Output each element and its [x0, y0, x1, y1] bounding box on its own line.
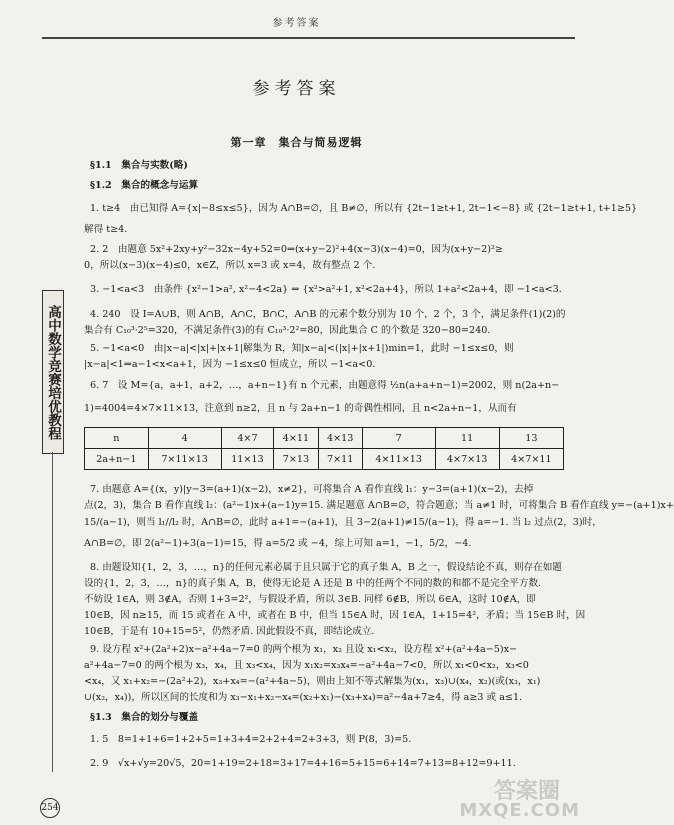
watermark — [400, 780, 580, 820]
text-line: |x−a|<1⇒a−1<x<a+1，因为 −1≤x≤0 恒成立，所以 −1<a<0. — [84, 359, 376, 370]
text-line: 6. 7 设 M={a，a+1，a+2，…，a+n−1}有 n 个元素，由题意得 ½n(a+a+n−1)=2002，则 n(2a+n− — [90, 380, 560, 391]
text-line: 不妨设 1∈A，则 3∉A，否则 1+3=2²，与假设矛盾，所以 3∈B. 同样 6∉B，所以 6∈A，这时 10∉A，即 — [84, 594, 536, 605]
watermark-en: MXQE.COM — [459, 800, 580, 821]
table-cell: 13 — [499, 428, 563, 449]
text-line: 10∈B，因 n≥15，而 15 或者在 A 中，或者在 B 中，但当 15∈A 时，因 1∈A，1+15=4²，矛盾；当 15∈B 时，因 — [84, 610, 586, 621]
text-line: 1. t≥4 由已知得 A={x|−8≤x≤5}，因为 A∩B=∅，且 B≠∅，所以有 {2t−1≥t+1, 2t−1<−8} 或 {2t−1≥t+1, t+1≥5} — [90, 203, 638, 214]
text-line: 4. 240 设 I=A∪B，则 A∩B，A∩C，B∩C，A∩B 的元素个数分别为 10 个，2 个，3 个，满足条件(1)(2)的 — [90, 309, 566, 320]
text-line: a²+4a−7=0 的两个根为 x₃，x₄，且 x₃<x₄，因为 x₁x₂=x₃x₄=−a²+4a−7<0，所以 x₁<0<x₂，x₃<0 — [84, 660, 529, 671]
page-header — [0, 0, 593, 38]
section-heading: §1.2 集合的概念与运算 — [90, 180, 199, 191]
header-rule — [42, 37, 575, 39]
text-line: 7. 由题意 A={(x，y)|y−3=(a+1)(x−2)，x≠2}，可将集合 A 看作直线 l₁：y−3=(a+1)(x−2)，去掉 — [90, 484, 534, 495]
table-cell: 2a+n−1 — [85, 449, 149, 470]
section-heading: §1.1 集合与实数(略) — [90, 160, 188, 171]
chapter-title: 第一章 集合与简易逻辑 — [230, 136, 363, 149]
text-line: 点(2，3)，集合 B 看作直线 l₂：(a²−1)x+(a−1)y=15. 满足题意 A∩B=∅，符合题意；当 a≠1 时，可将集合 B 看作直线 y=−(a+1)x+ — [84, 500, 674, 511]
table-cell: n — [85, 428, 149, 449]
text-line: 3. −1<a<3 由条件 {x²−1>a², x²−4<2a} ⇒ {x²>a²+1, x²<2a+4}，所以 1+a²<2a+4，即 −1<a<3. — [90, 284, 562, 295]
table-cell: 7×13 — [274, 449, 318, 470]
text-line: 1)=4004=4×7×11×13，注意到 n≥2，且 n 与 2a+n−1 的奇偶性相同，且 n<2a+n−1，从而有 — [84, 403, 517, 414]
text-line: 2. 9 √x+√y=20√5，20=1+19=2+18=3+17=4+16=5+15=6+14=7+13=8+12=9+11. — [90, 758, 516, 769]
table-cell: 4×7×13 — [435, 449, 499, 470]
text-line: ∪(x₂，x₄))，所以区间的长度和为 x₃−x₁+x₂−x₄=(x₂+x₁)−(x₃+x₄)=a²−4a+7≥4，得 a≥3 或 a≤1. — [84, 692, 523, 703]
side-divider — [52, 452, 53, 772]
text-line: 9. 设方程 x²+(2a²+2)x−a²+4a−7=0 的两个根为 x₁，x₂ 且设 x₁<x₂，设方程 x²+(a²+4a−5)x− — [90, 644, 518, 655]
table-cell: 4×13 — [318, 428, 362, 449]
watermark-cn: 答案圈 — [493, 779, 560, 804]
table-cell: 7×11 — [318, 449, 362, 470]
text-line: A∩B=∅，即 2(a²−1)+3(a−1)=15，得 a=5/2 或 −4，综上可知 a=1，−1，5/2，−4. — [84, 538, 472, 549]
side-book-title: 高中数学竞赛培优教程 — [45, 304, 61, 440]
table-row — [85, 428, 564, 449]
table-cell: 7×11×13 — [148, 449, 221, 470]
side-book-title-tab — [42, 290, 64, 454]
table-cell: 7 — [362, 428, 435, 449]
section-heading: §1.3 集合的划分与覆盖 — [90, 712, 199, 723]
text-line: 0，所以(x−3)(x−4)≤0，x∈Z，所以 x=3 或 x=4，故有整点 2 个. — [84, 260, 376, 271]
running-title: 参考答案 — [272, 18, 321, 29]
table-cell: 4×7×11 — [499, 449, 563, 470]
table-cell: 11×13 — [221, 449, 274, 470]
text-line: 集合有 C₁₀³·2⁵=320，不满足条件(3)的有 C₁₀³·2²=80，因此集合 C 的个数是 320−80=240. — [84, 325, 491, 336]
text-line: 1. 5 8=1+1+6=1+2+5=1+3+4=2+2+4=2+3+3，则 P(8，3)=5. — [90, 734, 412, 745]
text-line: 8. 由题设知{1，2，3，…，n}的任何元素必属于且只属于它的真子集 A，B 之一，假设结论不真，则存在如题 — [90, 562, 562, 573]
table-row — [85, 449, 564, 470]
parity-table — [84, 427, 564, 470]
text-line: <x₄，又 x₁+x₂=−(2a²+2)，x₃+x₄=−(a²+4a−5)，则由上知不等式解集为(x₁，x₃)∪(x₄，x₂)(或(x₃，x₁) — [84, 676, 541, 687]
table-cell: 4 — [148, 428, 221, 449]
table-cell: 11 — [435, 428, 499, 449]
text-line: 解得 t≥4. — [84, 224, 128, 235]
text-line: 5. −1<a<0 由|x−a|<|x|+|x+1|解集为 R，知|x−a|<(|x|+|x+1|)min=1，此时 −1≤x≤0，则 — [90, 343, 514, 354]
page-number: 254 — [40, 798, 60, 818]
page-title: 参考答案 — [252, 79, 341, 99]
text-line: 2. 2 由题意 5x²+2xy+y²−32x−4y+52=0⇒(x+y−2)²+4(x−3)(x−4)=0，因为(x+y−2)²≥ — [90, 244, 503, 255]
table-cell: 4×7 — [221, 428, 274, 449]
text-line: 15/(a−1)，则当 l₁//l₂ 时，A∩B=∅，此时 a+1=−(a+1)，且 3−2(a+1)≠15/(a−1)，得 a=−1. 当 l₂ 过点(2，3)时， — [84, 517, 602, 528]
text-line: 10∈B，于是有 10+15=5²，仍然矛盾. 因此假设不真，即结论成立. — [84, 626, 375, 637]
table-cell: 4×11×13 — [362, 449, 435, 470]
table-cell: 4×11 — [274, 428, 318, 449]
text-line: 设的{1，2，3，…，n}的真子集 A，B，使得无论是 A 还是 B 中的任两个不同的数的和都不是完全平方数. — [84, 578, 542, 589]
